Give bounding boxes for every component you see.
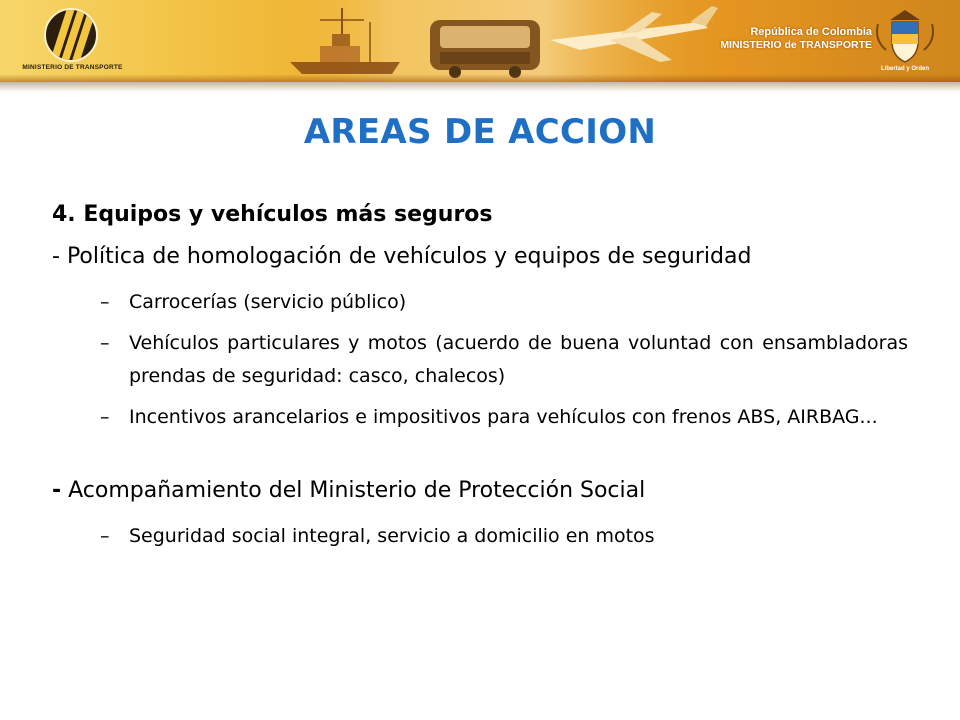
subitem-2 — [52, 327, 908, 393]
point-1-text: Política de homologación de vehículos y equipos de seguridad — [66, 244, 752, 269]
header-banner — [0, 0, 960, 82]
seal-motto: Libertad y Orden — [880, 66, 929, 72]
logo-caption: MINISTERIO DE TRANSPORTE — [22, 64, 123, 71]
slide-body — [52, 196, 908, 553]
point-1 — [52, 238, 908, 276]
transport-collage-image — [280, 0, 720, 82]
subitem-4 — [52, 520, 908, 553]
coat-of-arms-icon — [870, 6, 940, 66]
point-2-text: Acompañamiento del Ministerio de Protección Social — [68, 478, 646, 503]
slide-title: AREAS DE ACCION — [303, 112, 657, 152]
subitem-dash: – — [100, 406, 110, 428]
ministry-name: MINISTERIO de TRANSPORTE — [720, 39, 872, 51]
subitem-3-text: Incentivos arancelarios e impositivos para vehículos con frenos ABS, AIRBAG... — [129, 406, 878, 428]
ministry-name-block — [712, 26, 872, 52]
banner-shadow — [0, 82, 960, 92]
ministry-logo — [20, 8, 125, 74]
subitem-2-text: Vehículos particulares y motos (acuerdo de buena voluntad con ensambladoras prendas de seguridad: casco, chalecos) — [129, 332, 908, 387]
subitem-1 — [52, 286, 908, 319]
subitem-1-text: Carrocerías (servicio público) — [129, 291, 407, 313]
mt-logo-icon — [44, 8, 98, 62]
country-name: República de Colombia — [750, 26, 872, 38]
point-1-dash: - — [52, 244, 60, 269]
subitem-4-text: Seguridad social integral, servicio a domicilio en motos — [129, 525, 655, 547]
bus-icon — [430, 20, 540, 78]
subitem-dash: – — [100, 332, 110, 354]
section-heading: 4. Equipos y vehículos más seguros — [52, 202, 493, 227]
subitem-dash: – — [100, 525, 110, 547]
point-2 — [52, 472, 908, 510]
subitem-dash: – — [100, 291, 110, 313]
coat-of-arms — [870, 6, 940, 78]
subitem-3 — [52, 401, 908, 434]
point-2-dash: - — [52, 478, 62, 503]
